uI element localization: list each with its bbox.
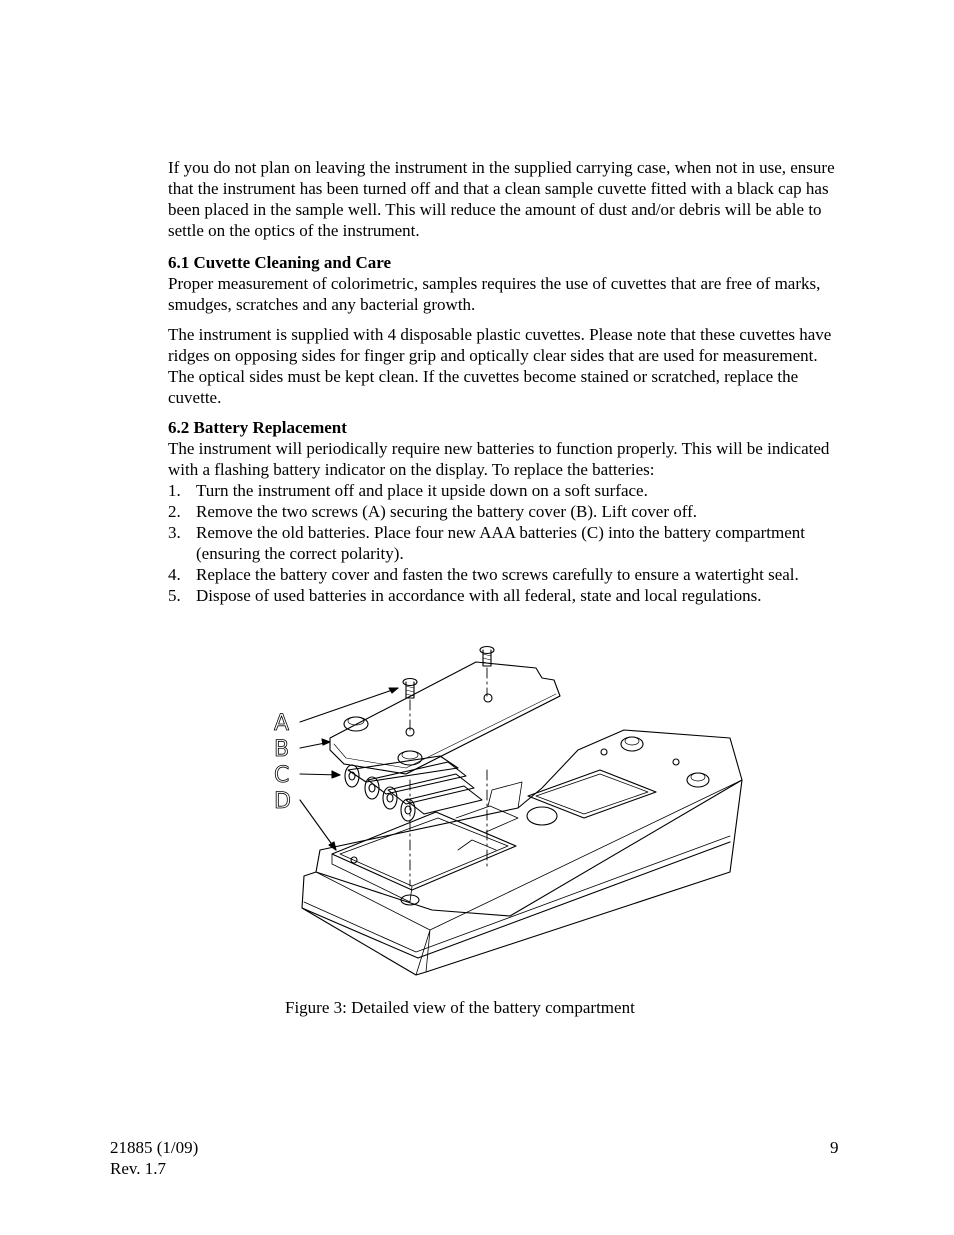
list-text: Dispose of used batteries in accordance with all federal, state and local regulations.: [196, 586, 762, 605]
list-text: Replace the battery cover and fasten the two screws carefully to ensure a watertight seal.: [196, 565, 799, 584]
intro-paragraph: If you do not plan on leaving the instrument in the supplied carrying case, when not in use, ensure that the instrument has been turned off and that a clean sample cuvette fitted with a black cap has been placed in the sample well. This will reduce the amount of dust and/or debris will be able to settle on the optics of the instrument.: [168, 158, 835, 240]
list-number: 1.: [168, 481, 181, 500]
battery-cover: [330, 662, 560, 774]
intro-section: [168, 157, 840, 241]
document-number: 21885 (1/09): [110, 1138, 199, 1157]
list-item: [168, 522, 840, 564]
page-number: 9: [830, 1138, 839, 1157]
battery-steps-list: [168, 480, 840, 606]
section-6-2-heading: 6.2 Battery Replacement: [168, 418, 347, 437]
list-number: 5.: [168, 586, 181, 605]
leader-arrows: [300, 688, 398, 850]
list-item: [168, 501, 840, 522]
section-6-2-intro: The instrument will periodically require new batteries to function properly. This will be indicated with a flashing battery indicator on the display. To replace the batteries:: [168, 439, 830, 479]
screws: [403, 647, 494, 699]
figure-caption: Figure 3: Detailed view of the battery compartment: [285, 998, 635, 1017]
list-number: 4.: [168, 565, 181, 584]
figure-label-d: D: [274, 789, 291, 814]
section-6-2: [168, 417, 840, 606]
list-number: 3.: [168, 523, 181, 542]
battery-compartment-figure: [260, 640, 750, 980]
list-item: [168, 585, 840, 606]
revision-label: Rev. 1.7: [110, 1159, 167, 1178]
list-item: [168, 564, 840, 585]
list-text: Remove the two screws (A) securing the battery cover (B). Lift cover off.: [196, 502, 698, 521]
list-number: 2.: [168, 502, 181, 521]
batteries: [345, 756, 482, 821]
section-6-1: [168, 252, 840, 408]
list-item: [168, 480, 840, 501]
list-text: Remove the old batteries. Place four new AAA batteries (C) into the battery compartment (ensuring the correct polarity).: [196, 523, 805, 563]
section-6-1-paragraph-2: The instrument is supplied with 4 disposable plastic cuvettes. Please note that these cuvettes have ridges on opposing sides for finger grip and optically clear sides that are used for measurement. The optical sides must be kept clean. If the cuvettes become stained or scratched, replace the cuvette.: [168, 325, 832, 407]
list-text: Turn the instrument off and place it upside down on a soft surface.: [196, 481, 648, 500]
footer-left: [110, 1137, 198, 1179]
figure-label-a: A: [274, 711, 290, 736]
figure-label-c: C: [274, 763, 290, 788]
section-6-1-paragraph-1: Proper measurement of colorimetric, samples requires the use of cuvettes that are free of marks, smudges, scratches and any bacterial growth.: [168, 274, 821, 314]
figure-label-b: B: [274, 737, 290, 762]
section-6-1-heading: 6.1 Cuvette Cleaning and Care: [168, 253, 392, 272]
alignment-lines: [410, 668, 487, 886]
